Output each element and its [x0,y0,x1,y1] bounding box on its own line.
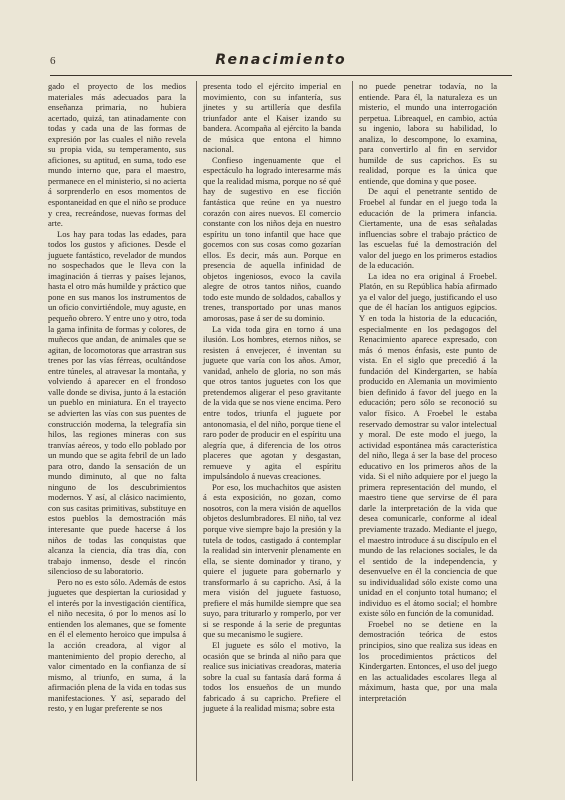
paragraph: gado el proyecto de los medios materiales más adecuados para la enseñanza primaria, no hubiera acertado, quizá, tan atinadamente con todas y cada una de las formas de expresión por las cuales el niño revela su propia vida, su temperamento, sus aficiones, su aptitud, en suma, todo ese mundo interno que, para el maestro, permanece en el ministerio, si no acierta á sorprenderlo en esos momentos de espontaneidad en que el niño se produce y crea, recreándose, nuevas formas del arte. [48,81,186,229]
paragraph: El juguete es sólo el motivo, la ocasión que se brinda al niño para que realice sus iniciativas creadoras, materia sobre la cual su fantasía dará forma á todos los ensueños de un mundo fabricado á su capricho. Prefiere el juguete á la realidad misma; sobre esta [203,639,341,714]
paragraph: Los hay para todas las edades, para todos los gustos y aficiones. Desde el juguete fantástico, revelador de mundos no sospechados que le lleva con la imaginación á tierras y países lejanos, hasta el otro más humilde y práctico que pone en sus manos los instrumentos de un oficio convirtiéndole, muy aguste, en pequeño obrero. Y entre uno y otro, toda la gama infinita de formas y colores, de muñecos que andan, de animales que se agitan, de locomotoras que arrastran sus trenes por las vías férreas, ocultándose entre túneles, al atravesar la montaña, y volviendo á aparecer en el frondoso valle donde se divisa, junto á la estación un pueblo en miniatura. En el trayecto se advierten las vías con sus puentes de construcción moderna, la telegrafía sin hilos, las regiones mineras con sus tranvías aéreos, y todo ello poblado por un mundo que se agita febril de un lado para otro, dando la sensación de un mundo diminuto, al que no falta ninguno de los descubrimientos modernos. Y así, al clásico nacimiento, con sus casitas primitivas, substituye en estos pueblos la demostración más interesante que puede hacerse á los niños de todas las conquistas que alcanza la ciencia, día tras día, con trabajo inmenso, desde el rincón silencioso de su laboratorio. [48,228,186,577]
paragraph: Pero no es esto sólo. Además de estos juguetes que despiertan la curiosidad y el interés por la investigación científica, el niño necesita, ó por lo menos así lo entienden los alemanes, que se fomente en él el elemento heroico que impulsa á la acción creadora, al vigor al mantenimiento del propio derecho, al valor cimentado en la confianza de sí mismo, al triunfo, en suma, á la afirmación plena de la vida en todas sus manifestaciones. Y así, separado del resto, y en lugar preferente se nos [48,576,186,714]
page-number: 6 [50,55,56,67]
header-rule [50,75,512,76]
paragraph: presenta todo el ejército imperial en movimiento, con su infantería, sus jinetes y su artillería que desfila triunfador ante el Kaiser izando su bandera. Acompaña al ejército la banda de música que entona el himno nacional. [203,81,341,155]
paragraph: La idea no era original á Froebel. Platón, en su República había afirmado ya el valor del juego, justificando el uso que de él hacían los antiguos egipcios. Y en toda la historia de la educación, especialmente en los pedagogos del Renacimiento aparece expresado, con más ó menos énfasis, este punto de vista. En el siglo que precedió á la fundación del Kindergarten, se había producido en Alemania un movimiento bien definido á favor del juego en la educación; pero sólo se reconoció su valor físico. A Froebel le estaba reservado demostrar su valor intelectual y moral. De este modo el juego, la actividad espontánea más característica del niño, llega á ser la base del proceso educativo en los primeros años de la vida. Si el niño adquiere por el juego la primera representación del mundo, el maestro tiene que servirse de él para darle la interpretación de la vida que desea comunicarle, conforme al ideal previamente trazado. Mediante el juego, el maestro introduce á su discípulo en el mundo de las relaciones sociales, le da el sentido de la independencia, y desenvuelve en él la conciencia de que su individualidad sólo existe como una unidad en el conjunto total humano; el individuo es el átomo social; el hombre existe sólo en función de la comunidad. [359,270,497,619]
masthead-title: Renacimiento [215,52,347,68]
column-separator [196,81,197,781]
paragraph: Confieso ingenuamente que el espectáculo ha logrado interesarme más que la realidad misma, porque no sé qué hay de sugestivo en ese ficción fantástica que reúne en ya nuestro corazón con aires nuevos. El comercio constante con los niños deja en nuestro espíritu un tono infantil que hace que gocemos con sus cosas como gozarían ellos. Es decir, más aun. Porque en presencia de aquella infinidad de objetos ingeniosos, evoco la cavila alegre de otros tantos niños, cuando todo este mundo de soldados, caballos y trenes, transportado por unas manos amorosas, pase á ser de su dominio. [203,154,341,324]
column-separator [352,81,353,781]
paragraph: no puede penetrar todavía, no la entiende. Para él, la naturaleza es un misterio, el mundo una interrogación perpetua. Libreaquel, en cambio, actúa su ingenio, labora su habilidad, lo analiza, lo descompone, lo examina, para convertirlo al fin en servidor humilde de sus caprichos. Es su realidad, porque es la única que entiende, que domina y que posee. [359,81,497,186]
text-column-1 [48,81,186,714]
text-column-2 [203,81,341,714]
paragraph: Froebel no se detiene en la demostración teórica de estos principios, sino que realiza sus ideas en los procedimientos prácticos del Kindergarten. Entonces, el uso del juego en las actualidades escolares llega al máximum, hasta que, por una mala interpretación [359,618,497,703]
page-header [50,52,512,74]
text-column-3 [359,81,497,703]
paragraph: Por eso, los muchachitos que asisten á esta exposición, no gozan, como nosotros, con la mera visión de aquellos objetos deslumbradores. El niño, tal vez porque vive siempre bajo la presión y la tutela de todos, castigado á contemplar la realidad sin intervenir plenamente en ella, se siente dominador y tirano, y quiere el juguete para gobernarlo y transformarlo á su capricho. Así, á la mera visión del juguete fastuoso, prefiere el más humilde siempre que sea suyo, para triturarlo y romperlo, por ver si se responde á la serie de preguntas que su mecanismo le sugiere. [203,481,341,640]
paragraph: De aquí el penetrante sentido de Froebel al fundar en el juego toda la educación de la primera infancia. Ciertamente, una de esas señaladas influencias sobre el trabajo práctico de las escuelas fué la demostración del valor del juego en los primeros estadios de la educación. [359,186,497,271]
paragraph: La vida toda gira en torno á una ilusión. Los hombres, eternos niños, se resisten á envejecer, é inventan su juguete que varía con los años. Amor, vanidad, anhelo de gloria, no son más que otros tantos juguetes con los que pretendemos aligerar el peso gravitante de la vida que se nos viene encima. Pero entre todos, triunfa el juguete por antonomasia, el del niño, porque tiene el raro poder de producir en el espíritu una alegría que, á diferencia de los otros placeres que agotan y desgastan, remueve y agita el espíritu impulsándolo á nuevas creaciones. [203,323,341,482]
